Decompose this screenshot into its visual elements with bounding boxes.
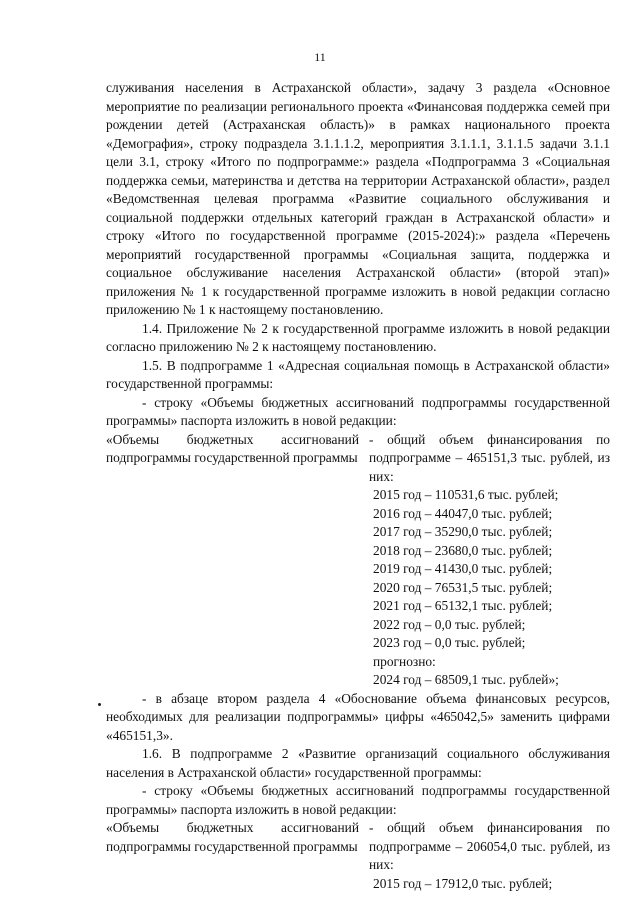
paragraph-1-5: 1.5. В подпрограмме 1 «Адресная социальная помощь в Астраханской области» государственной программы: [106, 357, 610, 391]
budget-total: - общий объем финансирования по подпрограмме – 465151,3 тыс. рублей, из них: [369, 431, 610, 484]
document-body [106, 79, 610, 893]
paragraph-continuation: служивания населения в Астраханской области», задачу 3 раздела «Основное мероприятие по реализации регионального проекта «Финансовая поддержка семей при рождении детей (Астраханская область)» в рамках национального проекта «Демография», строку подраздела 3.1.1.1.2, мероприятия 3.1.1.1, 3.1.1.5 задачи 3.1.1 цели 3.1, строку «Итого по подпрограмме:» раздела «Подпрограмма 3 «Социальная поддержка семьи, материнства и детства на территории Астраханской области», раздел «Ведомственная целевая программа «Развитие социального обслуживания и социальной поддержки отдельных категорий граждан в Астраханской области» и строку «Итого по государственной программе (2015-2024):» раздела «Перечень мероприятий государственной программы «Социальная защита, поддержка и социальное обслуживание населения Астраханской области» (второй этап)» приложения № 1 к государственной программе изложить в новой редакции согласно приложению № 1 к настоящему постановлению. [106, 80, 610, 317]
budget-year-row: 2015 год – 110531,6 тыс. рублей; [373, 487, 559, 502]
budget-table-values [369, 819, 610, 893]
budget-year-row: 2017 год – 35290,0 тыс. рублей; [373, 524, 553, 539]
paragraph-1-5-item-2: - в абзаце втором раздела 4 «Обоснование объема финансовых ресурсов, необходимых для реализации подпрограммы» цифры «465042,5» заменить цифрами «465151,3». [106, 690, 610, 743]
budget-table-label: «Объемы бюджетных ассигнований подпрограммы государственной программы [106, 431, 359, 465]
paragraph-1-6: 1.6. В подпрограмме 2 «Развитие организаций социального обслуживания населения в Астраханской области» государственной программы: [106, 746, 610, 780]
paragraph-1-5-item-1: - строку «Объемы бюджетных ассигнований подпрограммы государственной программы» паспорта изложить в новой редакции: [106, 394, 610, 428]
budget-forecast-label: прогнозно: [373, 653, 436, 669]
budget-total: - общий объем финансирования по подпрограмме – 206054,0 тыс. рублей, из них: [369, 820, 610, 872]
budget-table-values [369, 431, 610, 690]
paragraph-1-6-item-1: - строку «Объемы бюджетных ассигнований подпрограммы государственной программы» паспорта изложить в новой редакции: [106, 783, 610, 817]
budget-year-row: 2024 год – 68509,1 тыс. рублей»; [373, 672, 559, 687]
page-number: 11 [314, 50, 326, 64]
budget-year-row: 2020 год – 76531,5 тыс. рублей; [373, 579, 553, 595]
budget-table-subprogram-1 [106, 431, 610, 690]
budget-year-row: 2023 год – 0,0 тыс. рублей; [373, 635, 526, 650]
budget-table-subprogram-2 [106, 819, 610, 893]
budget-year-row: 2015 год – 17912,0 тыс. рублей; [373, 875, 553, 891]
budget-year-row: 2019 год – 41430,0 тыс. рублей; [373, 561, 553, 576]
paragraph-1-4: 1.4. Приложение № 2 к государственной программе изложить в новой редакции согласно приложению № 2 к настоящему постановлению. [106, 320, 610, 354]
budget-year-row: 2016 год – 44047,0 тыс. рублей; [373, 505, 553, 521]
budget-year-row: 2021 год – 65132,1 тыс. рублей; [373, 598, 553, 613]
scan-dot-mark [98, 703, 101, 706]
budget-year-row: 2018 год – 23680,0 тыс. рублей; [373, 542, 553, 558]
budget-table-label: «Объемы бюджетных ассигнований подпрограммы государственной программы [106, 820, 359, 854]
budget-year-row: 2022 год – 0,0 тыс. рублей; [373, 616, 526, 632]
